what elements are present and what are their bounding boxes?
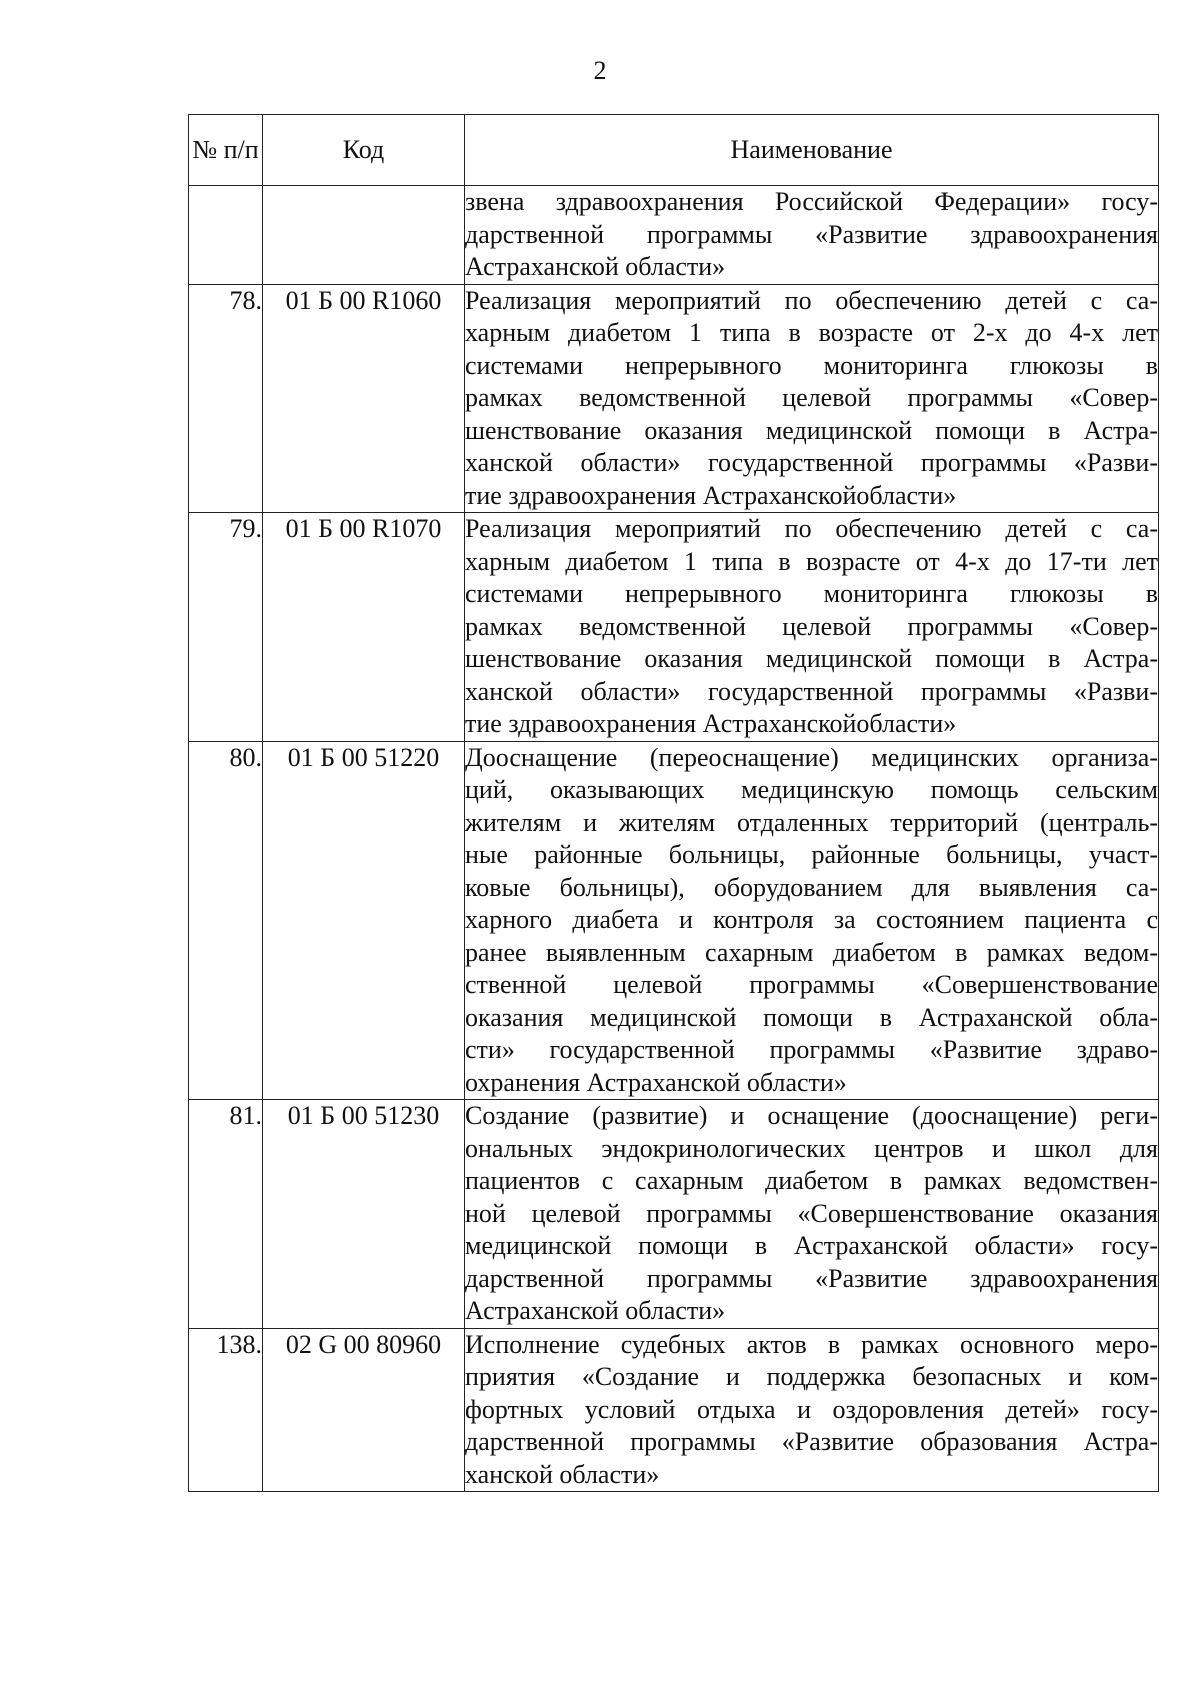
row-code bbox=[263, 186, 465, 285]
table-body bbox=[189, 186, 1159, 1492]
name-line: приятия «Создание и поддержка безопасных и ком- bbox=[465, 1362, 1158, 1391]
name-line: ранее выявленным сахарным диабетом в рамках ведом- bbox=[465, 937, 1158, 967]
name-line: системами непрерывного мониторинга глюкозы в bbox=[465, 350, 1158, 380]
row-name bbox=[465, 513, 1159, 742]
name-line: ственной целевой программы «Совершенствование bbox=[465, 970, 1158, 999]
name-line: медицинской помощи в Астраханской области» госу- bbox=[465, 1231, 1158, 1260]
name-line: ональных эндокринологических центров и школ для bbox=[465, 1133, 1158, 1163]
row-number: 138. bbox=[189, 1328, 263, 1492]
name-line: ные районные больницы, районные больницы, участ- bbox=[465, 840, 1158, 869]
codes-table bbox=[188, 114, 1159, 1492]
name-line: ханской области» государственной программы «Разви- bbox=[465, 676, 1158, 706]
row-code: 01 Б 00 51220 bbox=[263, 741, 465, 1100]
name-line: жителям и жителям отдаленных территорий (централь- bbox=[465, 807, 1158, 837]
name-line: харным диабетом 1 типа в возрасте от 4-х до 17-ти лет bbox=[465, 546, 1158, 576]
name-line: дарственной программы «Развитие здравоохранения bbox=[465, 1263, 1158, 1293]
header-number: № п/п bbox=[189, 115, 263, 186]
name-line: звена здравоохранения Российской Федерации» госу- bbox=[465, 187, 1158, 216]
row-code: 01 Б 00 51230 bbox=[263, 1100, 465, 1329]
row-name bbox=[465, 741, 1159, 1100]
name-line: охранения Астраханской области» bbox=[465, 1067, 847, 1097]
name-line: шенствование оказания медицинской помощи в Астра- bbox=[465, 644, 1158, 673]
row-name bbox=[465, 284, 1159, 513]
row-code: 01 Б 00 R1060 bbox=[263, 284, 465, 513]
name-line: сти» государственной программы «Развитие здраво- bbox=[465, 1035, 1158, 1064]
table-header-row bbox=[189, 115, 1159, 186]
row-number: 81. bbox=[189, 1100, 263, 1329]
name-line: тие здравоохранения Астраханскойобласти» bbox=[465, 480, 957, 510]
table-row bbox=[189, 284, 1159, 513]
name-line: дарственной программы «Развитие образования Астра- bbox=[465, 1427, 1158, 1456]
name-line: системами непрерывного мониторинга глюкозы в bbox=[465, 579, 1158, 608]
row-number: 79. bbox=[189, 513, 263, 742]
name-line: ханской области» bbox=[465, 1459, 660, 1489]
name-line: Создание (развитие) и оснащение (дооснащение) реги- bbox=[465, 1101, 1158, 1130]
row-code: 01 Б 00 R1070 bbox=[263, 513, 465, 742]
name-line: Реализация мероприятий по обеспечению детей с са- bbox=[465, 285, 1158, 315]
name-line: ций, оказывающих медицинскую помощь сельским bbox=[465, 775, 1158, 804]
table-row bbox=[189, 1328, 1159, 1492]
row-number bbox=[189, 186, 263, 285]
row-name bbox=[465, 1328, 1159, 1492]
name-line: рамках ведомственной целевой программы «Совер- bbox=[465, 611, 1158, 641]
name-line: Астраханской области» bbox=[465, 252, 726, 281]
row-number: 78. bbox=[189, 284, 263, 513]
name-line: ханской области» государственной программы «Разви- bbox=[465, 448, 1158, 477]
name-line: шенствование оказания медицинской помощи в Астра- bbox=[465, 415, 1158, 445]
table-row bbox=[189, 741, 1159, 1100]
name-line: Дооснащение (переоснащение) медицинских организа- bbox=[465, 742, 1158, 772]
name-line: рамках ведомственной целевой программы «Совер- bbox=[465, 383, 1158, 412]
name-line: пациентов с сахарным диабетом в рамках ведомствен- bbox=[465, 1166, 1158, 1195]
name-line: Исполнение судебных актов в рамках основного меро- bbox=[465, 1329, 1158, 1359]
table-row bbox=[189, 1100, 1159, 1329]
name-line: тие здравоохранения Астраханскойобласти» bbox=[465, 709, 957, 738]
header-name: Наименование bbox=[465, 115, 1159, 186]
header-code: Код bbox=[263, 115, 465, 186]
page-number: 2 bbox=[593, 56, 607, 85]
row-number: 80. bbox=[189, 741, 263, 1100]
table-row bbox=[189, 186, 1159, 285]
name-line: харного диабета и контроля за состоянием пациента с bbox=[465, 905, 1158, 934]
name-line: ковые больницы), оборудованием для выявления са- bbox=[465, 872, 1158, 902]
name-line: ной целевой программы «Совершенствование оказания bbox=[465, 1198, 1158, 1228]
row-code: 02 G 00 80960 bbox=[263, 1328, 465, 1492]
name-line: дарственной программы «Развитие здравоохранения bbox=[465, 219, 1158, 249]
name-line: фортных условий отдыха и оздоровления детей» госу- bbox=[465, 1394, 1158, 1424]
name-line: харным диабетом 1 типа в возрасте от 2-х до 4-х лет bbox=[465, 318, 1158, 347]
name-line: Реализация мероприятий по обеспечению детей с са- bbox=[465, 514, 1158, 543]
row-name bbox=[465, 186, 1159, 285]
name-line: Астраханской области» bbox=[465, 1296, 726, 1325]
row-name bbox=[465, 1100, 1159, 1329]
name-line: оказания медицинской помощи в Астраханской обла- bbox=[465, 1002, 1158, 1032]
table-row bbox=[189, 513, 1159, 742]
